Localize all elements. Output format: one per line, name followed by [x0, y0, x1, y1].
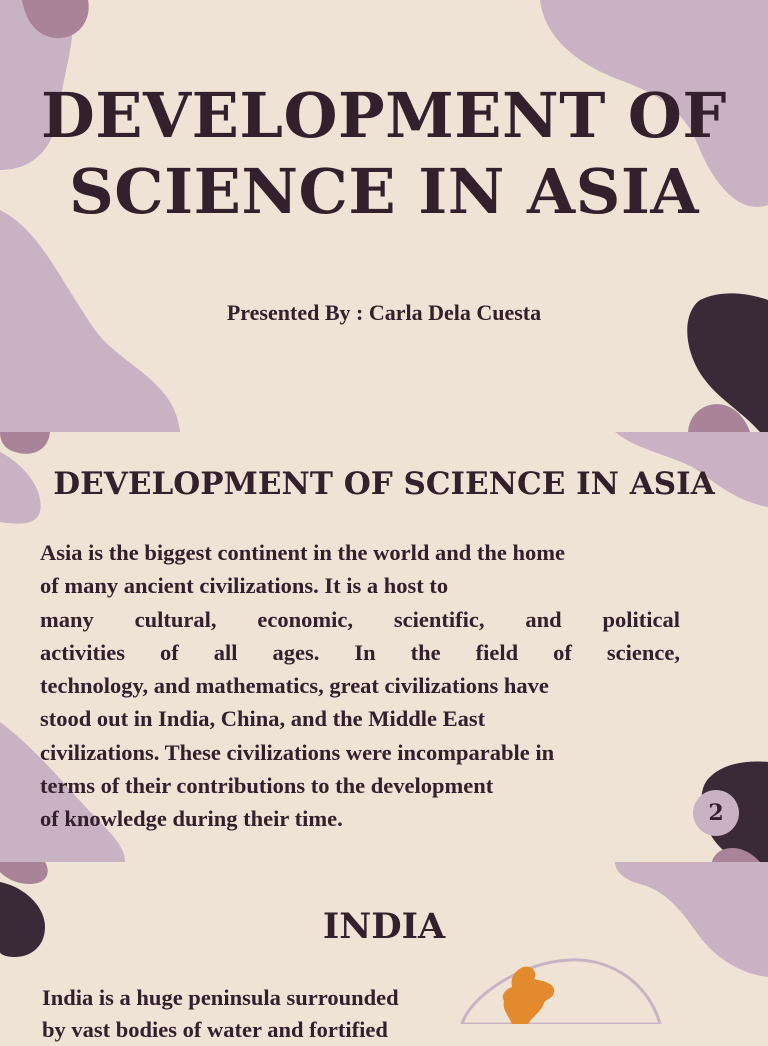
paragraph-line: by vast bodies of water and fortified: [42, 1017, 388, 1042]
title-slide: [0, 0, 768, 432]
paragraph-line: many cultural, economic, scientific, and political: [40, 606, 680, 632]
india-map-icon: [498, 965, 558, 1024]
paragraph-line: Asia is the biggest continent in the world and the home: [40, 540, 566, 565]
presenter-text: Presented By : Carla Dela Cuesta: [226, 300, 542, 325]
paragraph-line: of many ancient civilizations. It is a host to: [40, 573, 449, 599]
paragraph-line: technology, and mathematics, great civilizations have: [40, 673, 549, 699]
india-paragraph: [42, 982, 462, 1046]
paragraph-line: stood out in India, China, and the Middle East: [40, 706, 486, 732]
paragraph-line: India is a huge peninsula surrounded: [42, 985, 399, 1010]
paragraph-line: terms of their contributions to the development: [40, 773, 494, 799]
page-number-badge: 2: [693, 790, 739, 836]
paragraph-line: civilizations. These civilizations were incomparable in: [40, 739, 555, 765]
title-line-1: DEVELOPMENT OF: [41, 79, 727, 152]
paragraph-line: activities of all ages. In the field of science,: [40, 639, 680, 665]
paragraph-line: of knowledge during their time.: [40, 806, 343, 832]
body-paragraph: [40, 536, 680, 836]
india-title: INDIA: [322, 906, 446, 947]
title-line-2: SCIENCE IN ASIA: [69, 155, 699, 228]
main-title: [0, 78, 768, 230]
section-title: DEVELOPMENT OF SCIENCE IN ASIA: [53, 466, 715, 502]
